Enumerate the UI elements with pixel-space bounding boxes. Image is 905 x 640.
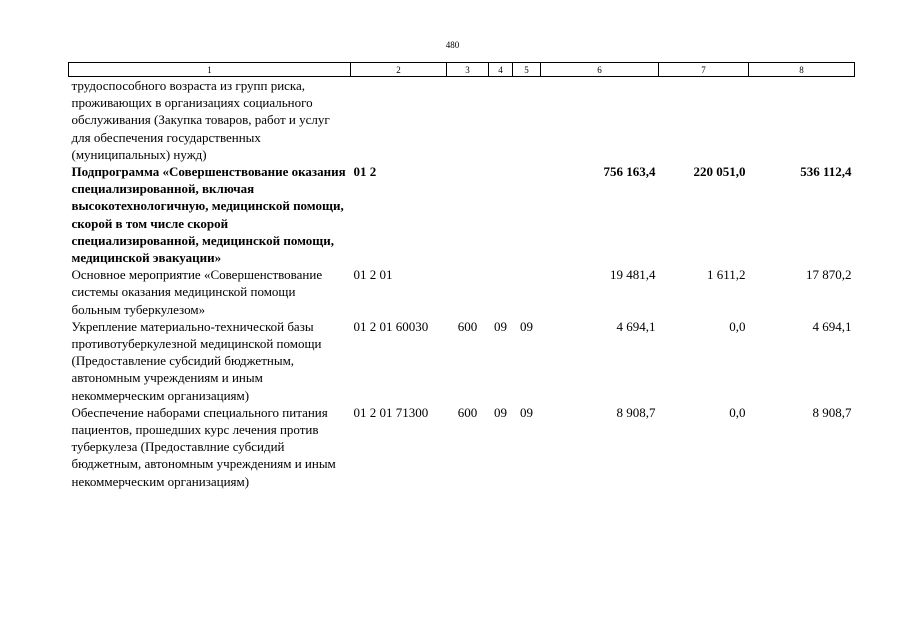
row-c3: 600	[457, 404, 478, 420]
column-header: 1	[69, 63, 351, 77]
column-header: 5	[513, 63, 541, 77]
row-name: Основное мероприятие «Совершенствование системы оказания медицинской помощи больным туберкулезом»	[71, 267, 323, 317]
row-c4	[489, 77, 513, 164]
row-c3: 600	[457, 318, 478, 334]
row-c3	[447, 266, 489, 318]
table-row	[69, 404, 855, 490]
row-c3	[447, 163, 489, 266]
row-c8: 17 870,2	[806, 267, 852, 283]
row-code: 01 2 01 60030	[353, 318, 429, 334]
row-c5	[513, 266, 541, 318]
row-c6: 4 694,1	[616, 318, 656, 334]
column-header: 3	[447, 63, 489, 77]
budget-table	[68, 62, 855, 490]
row-c5: 09	[520, 404, 533, 420]
row-code: 01 2 01	[353, 267, 393, 283]
row-c4: 09	[494, 404, 507, 420]
column-header: 7	[659, 63, 749, 77]
column-header: 2	[351, 63, 447, 77]
table-row	[69, 77, 855, 164]
row-c8: 8 908,7	[812, 404, 852, 420]
table-row	[69, 318, 855, 404]
row-c7: 0,0	[729, 404, 746, 420]
row-c4	[489, 163, 513, 266]
row-c4: 09	[494, 318, 507, 334]
row-name: Обеспечение наборами специального питания пациентов, прошедших курс лечения против туберкулеза (Предоставлние субсидий бюджетным, автономным учреждениям и иным некоммерческим организациям)	[71, 404, 336, 489]
row-code	[351, 77, 447, 164]
row-c7: 1 611,2	[706, 267, 746, 283]
row-c6: 8 908,7	[616, 404, 656, 420]
row-c7: 220 051,0	[693, 164, 746, 180]
table-row	[69, 266, 855, 318]
row-c6	[541, 77, 659, 164]
row-c7	[659, 77, 749, 164]
page-number: 480	[445, 40, 460, 50]
row-c4	[489, 266, 513, 318]
row-c5	[513, 163, 541, 266]
table-header-row	[69, 63, 855, 77]
row-c7: 0,0	[729, 318, 746, 334]
row-name: Укрепление материально-технической базы противотуберкулезной медицинской помощи (Предоставление субсидий бюджетным, автономным учреждениям и иным некоммерческим организациям)	[71, 318, 322, 403]
column-header: 6	[541, 63, 659, 77]
row-c5	[513, 77, 541, 164]
row-name: Подпрограмма «Совершенствование оказания специализированной, включая высокотехнологичную, медицинской помощи, скорой в том числе скорой специализированной, медицинской помощи, медицинской эвакуации»	[71, 164, 346, 266]
row-c6: 19 481,4	[610, 267, 656, 283]
row-c8: 536 112,4	[800, 164, 852, 180]
table-row	[69, 163, 855, 266]
row-c8	[749, 77, 855, 164]
row-c6: 756 163,4	[603, 164, 656, 180]
column-header: 8	[749, 63, 855, 77]
row-c3	[447, 77, 489, 164]
row-name: трудоспособного возраста из групп риска, проживающих в организациях социального обслуживания (Закупка товаров, работ и услуг для обеспечения государственных (муниципальных) нужд)	[71, 78, 330, 162]
row-code: 01 2 01 71300	[353, 404, 429, 420]
row-c5: 09	[520, 318, 533, 334]
row-c8: 4 694,1	[812, 318, 852, 334]
column-header: 4	[489, 63, 513, 77]
row-code: 01 2	[353, 164, 377, 180]
